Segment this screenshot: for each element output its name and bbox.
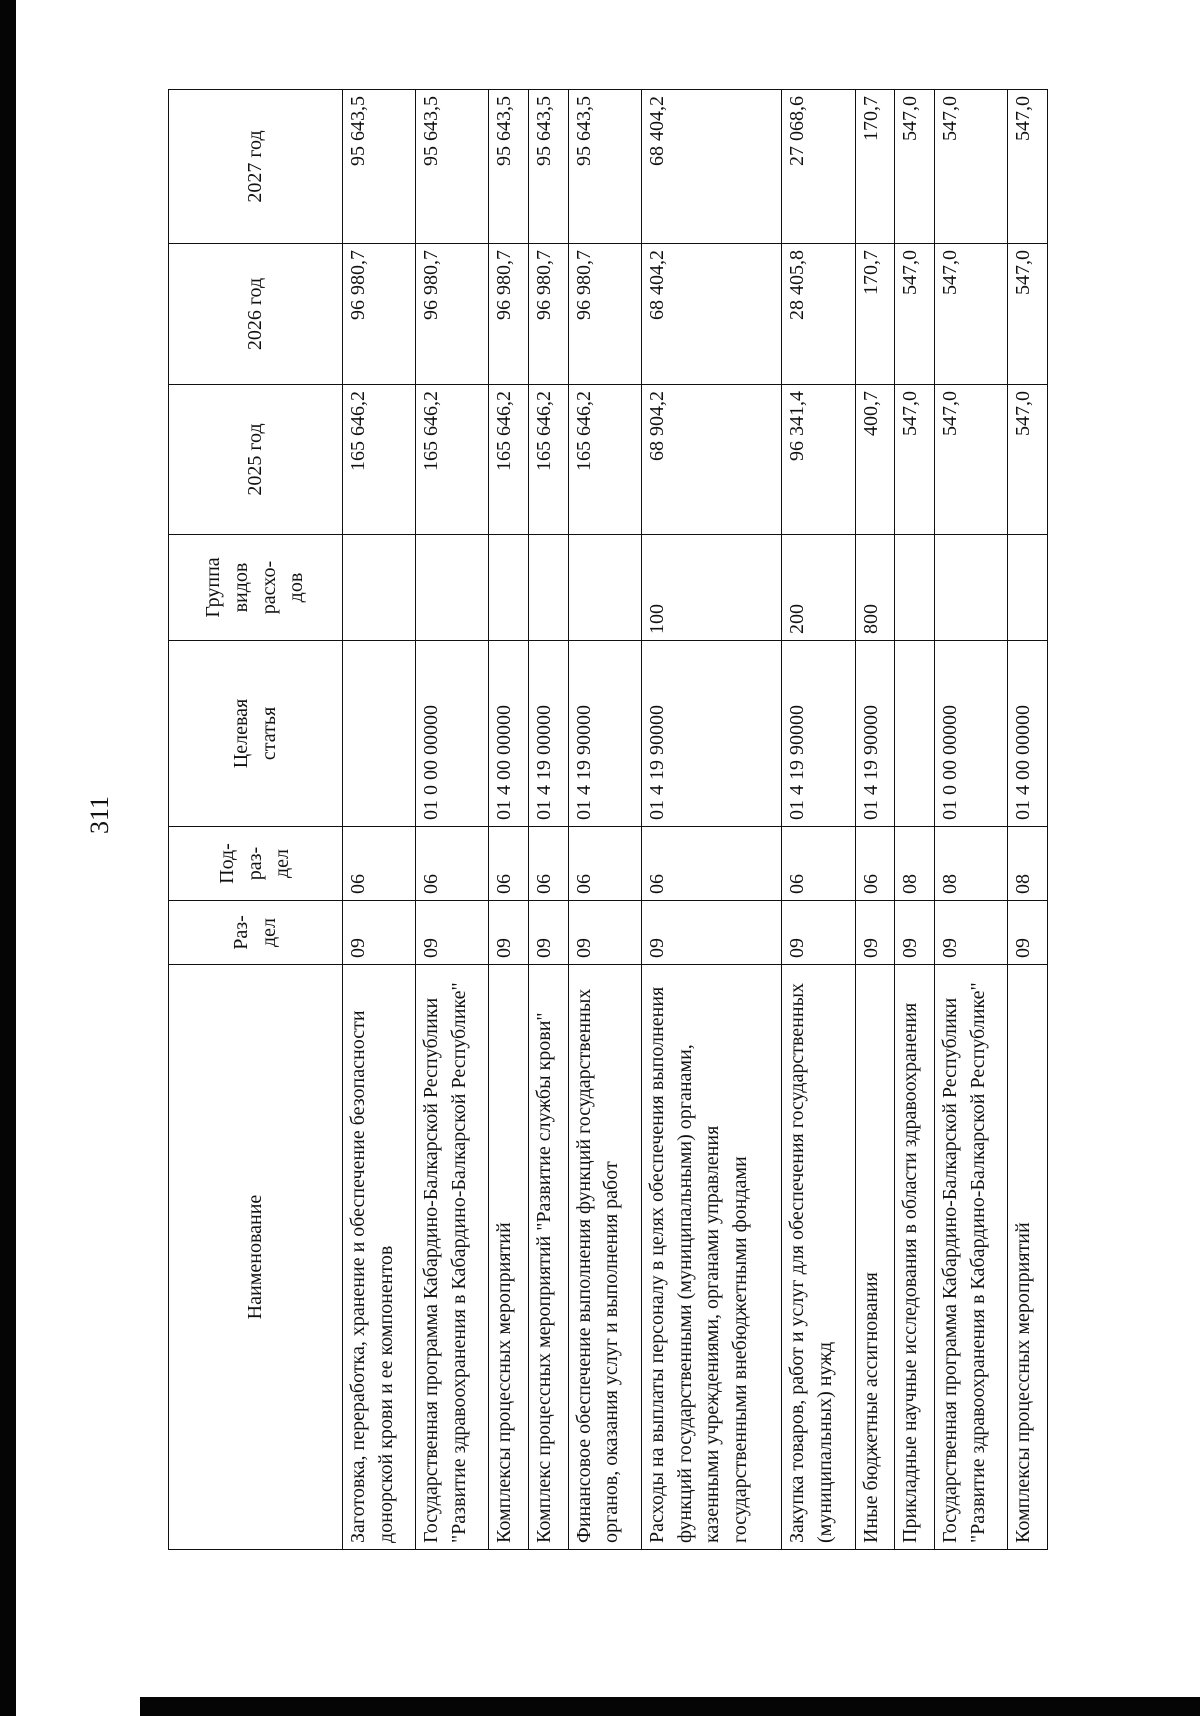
row-name: Государственная программа Кабардино-Балкарской Республики "Развитие здравоохранения в Кабардино-Балкарской Республике" xyxy=(416,965,489,1550)
table-row xyxy=(1008,90,1048,1550)
row-2025: 547,0 xyxy=(934,385,1007,535)
row-name: Комплексы процессных мероприятий xyxy=(1008,965,1048,1550)
row-razdel: 09 xyxy=(895,901,935,965)
scan-bottom-edge xyxy=(140,1697,1200,1716)
row-razdel: 09 xyxy=(529,901,569,965)
row-expense-group xyxy=(489,535,529,641)
row-target-article xyxy=(343,641,416,827)
row-razdel: 09 xyxy=(343,901,416,965)
row-expense-group xyxy=(895,535,935,641)
row-razdel: 09 xyxy=(416,901,489,965)
header-target-article: Целевая статья xyxy=(169,641,343,827)
row-2027: 547,0 xyxy=(934,90,1007,244)
row-name: Комплекс процессных мероприятий "Развитие службы крови" xyxy=(529,965,569,1550)
row-target-article: 01 4 19 90000 xyxy=(782,641,855,827)
row-podrazdel: 08 xyxy=(895,827,935,901)
row-podrazdel: 08 xyxy=(934,827,1007,901)
row-razdel: 09 xyxy=(1008,901,1048,965)
row-podrazdel: 06 xyxy=(782,827,855,901)
row-2025: 165 646,2 xyxy=(568,385,641,535)
row-target-article: 01 4 00 00000 xyxy=(489,641,529,827)
table-row xyxy=(855,90,895,1550)
row-2026: 96 980,7 xyxy=(343,244,416,385)
row-2026: 547,0 xyxy=(934,244,1007,385)
table-row xyxy=(416,90,489,1550)
row-2025: 68 904,2 xyxy=(642,385,782,535)
row-razdel: 09 xyxy=(855,901,895,965)
table-row xyxy=(489,90,529,1550)
row-2025: 547,0 xyxy=(895,385,935,535)
row-podrazdel: 06 xyxy=(568,827,641,901)
row-razdel: 09 xyxy=(642,901,782,965)
row-2025: 400,7 xyxy=(855,385,895,535)
row-2027: 27 068,6 xyxy=(782,90,855,244)
row-razdel: 09 xyxy=(568,901,641,965)
table-row xyxy=(568,90,641,1550)
row-2025: 547,0 xyxy=(1008,385,1048,535)
row-razdel: 09 xyxy=(934,901,1007,965)
header-name: Наименование xyxy=(169,965,343,1550)
table-row xyxy=(529,90,569,1550)
row-2027: 547,0 xyxy=(1008,90,1048,244)
row-target-article: 01 0 00 00000 xyxy=(934,641,1007,827)
row-2026: 547,0 xyxy=(895,244,935,385)
row-2027: 95 643,5 xyxy=(416,90,489,244)
row-name: Прикладные научные исследования в области здравоохранения xyxy=(895,965,935,1550)
row-expense-group xyxy=(568,535,641,641)
row-target-article: 01 4 00 00000 xyxy=(1008,641,1048,827)
row-2026: 28 405,8 xyxy=(782,244,855,385)
budget-table xyxy=(168,89,1048,1550)
row-2027: 68 404,2 xyxy=(642,90,782,244)
row-name: Государственная программа Кабардино-Балкарской Республики "Развитие здравоохранения в Кабардино-Балкарской Республике" xyxy=(934,965,1007,1550)
header-expense-group: Группа видов расхо- дов xyxy=(169,535,343,641)
row-2025: 96 341,4 xyxy=(782,385,855,535)
row-razdel: 09 xyxy=(782,901,855,965)
row-target-article: 01 4 19 00000 xyxy=(529,641,569,827)
row-2027: 95 643,5 xyxy=(489,90,529,244)
row-expense-group xyxy=(343,535,416,641)
header-razdel: Раз- дел xyxy=(169,901,343,965)
rotated-table-wrapper xyxy=(168,90,1048,1550)
table-row xyxy=(934,90,1007,1550)
row-target-article xyxy=(895,641,935,827)
row-expense-group: 200 xyxy=(782,535,855,641)
row-expense-group xyxy=(416,535,489,641)
row-expense-group xyxy=(529,535,569,641)
table-row xyxy=(782,90,855,1550)
row-name: Иные бюджетные ассигнования xyxy=(855,965,895,1550)
row-razdel: 09 xyxy=(489,901,529,965)
row-podrazdel: 06 xyxy=(855,827,895,901)
row-podrazdel: 06 xyxy=(642,827,782,901)
row-2026: 170,7 xyxy=(855,244,895,385)
row-name: Заготовка, переработка, хранение и обеспечение безопасности донорской крови и ее компонентов xyxy=(343,965,416,1550)
row-2026: 68 404,2 xyxy=(642,244,782,385)
row-2025: 165 646,2 xyxy=(529,385,569,535)
row-expense-group: 800 xyxy=(855,535,895,641)
row-2027: 95 643,5 xyxy=(343,90,416,244)
row-podrazdel: 06 xyxy=(343,827,416,901)
table-row xyxy=(642,90,782,1550)
header-2027: 2027 год xyxy=(169,90,343,244)
header-row xyxy=(169,90,343,1550)
row-2025: 165 646,2 xyxy=(416,385,489,535)
table-row xyxy=(343,90,416,1550)
page-number: 311 xyxy=(85,795,114,835)
row-2025: 165 646,2 xyxy=(343,385,416,535)
row-podrazdel: 08 xyxy=(1008,827,1048,901)
row-expense-group: 100 xyxy=(642,535,782,641)
row-expense-group xyxy=(1008,535,1048,641)
row-2026: 96 980,7 xyxy=(489,244,529,385)
header-2025: 2025 год xyxy=(169,385,343,535)
row-target-article: 01 4 19 90000 xyxy=(568,641,641,827)
header-2026: 2026 год xyxy=(169,244,343,385)
row-name: Расходы на выплаты персоналу в целях обеспечения выполнения функций государственными (муниципальными) органами, казенными учреждениями, органами управления государственными внебюджетными фондами xyxy=(642,965,782,1550)
row-target-article: 01 4 19 90000 xyxy=(642,641,782,827)
header-podrazdel: Под- раз- дел xyxy=(169,827,343,901)
row-name: Финансовое обеспечение выполнения функций государственных органов, оказания услуг и выполнения работ xyxy=(568,965,641,1550)
row-2027: 547,0 xyxy=(895,90,935,244)
row-podrazdel: 06 xyxy=(416,827,489,901)
scan-left-edge xyxy=(0,0,16,1716)
table-row xyxy=(895,90,935,1550)
row-2025: 165 646,2 xyxy=(489,385,529,535)
row-expense-group xyxy=(934,535,1007,641)
row-name: Комплексы процессных мероприятий xyxy=(489,965,529,1550)
row-2026: 547,0 xyxy=(1008,244,1048,385)
row-podrazdel: 06 xyxy=(489,827,529,901)
row-name: Закупка товаров, работ и услуг для обеспечения государственных (муниципальных) нужд xyxy=(782,965,855,1550)
row-2026: 96 980,7 xyxy=(529,244,569,385)
row-podrazdel: 06 xyxy=(529,827,569,901)
row-2026: 96 980,7 xyxy=(416,244,489,385)
row-2027: 95 643,5 xyxy=(529,90,569,244)
row-2027: 170,7 xyxy=(855,90,895,244)
row-target-article: 01 0 00 00000 xyxy=(416,641,489,827)
row-target-article: 01 4 19 90000 xyxy=(855,641,895,827)
row-2026: 96 980,7 xyxy=(568,244,641,385)
row-2027: 95 643,5 xyxy=(568,90,641,244)
